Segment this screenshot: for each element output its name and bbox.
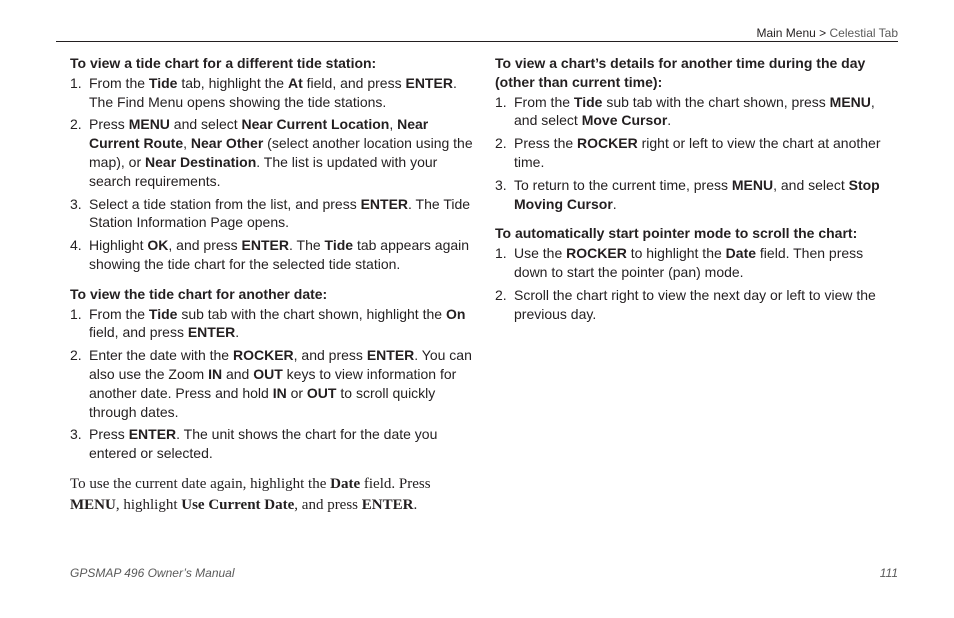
text-run: . The Find Menu opens showing the tide stations.	[89, 74, 457, 110]
section-heading: To view a tide chart for a different tide station:	[70, 55, 377, 71]
text-run: From the	[514, 93, 574, 110]
key-term: Date	[725, 245, 757, 262]
steps-list	[495, 93, 900, 214]
breadcrumb-main: Main Menu	[756, 26, 816, 40]
text-run: field, and press	[89, 324, 188, 341]
text-run: field. Press	[360, 475, 431, 492]
text-run: .	[612, 195, 617, 212]
key-term: ENTER	[241, 237, 289, 254]
text-run: Select a tide station from the list, and press	[89, 195, 361, 212]
text-run: , and press	[168, 237, 242, 254]
text-run: Press	[89, 426, 129, 443]
key-term: Tide	[148, 74, 178, 91]
text-run: Highlight	[89, 237, 148, 254]
key-term: ENTER	[128, 426, 177, 443]
steps-list	[495, 244, 900, 323]
section-heading: To automatically start pointer mode to scroll the chart:	[495, 225, 858, 242]
step-number: 2.	[495, 286, 507, 303]
text-run: To return to the current time, press	[514, 176, 732, 193]
list-item	[495, 93, 900, 131]
key-term: Near Current Location	[241, 116, 390, 133]
section-heading: To view a chart’s details for another time during the day (other than current time):	[495, 55, 866, 90]
section-heading: To view the tide chart for another date:	[70, 285, 328, 302]
key-term: MENU	[128, 116, 170, 133]
text-run: .	[413, 496, 418, 513]
list-item	[70, 115, 474, 190]
text-run: , and select	[773, 176, 849, 193]
key-term: ENTER	[361, 496, 414, 513]
breadcrumb	[756, 26, 898, 40]
list-item	[70, 425, 474, 463]
key-term: ENTER	[366, 347, 415, 364]
step-number: 1.	[495, 245, 507, 262]
text-run: From the	[89, 74, 149, 91]
key-term: Tide	[148, 305, 178, 322]
text-run: tab, highlight the	[177, 74, 288, 91]
key-term: IN	[272, 384, 287, 401]
text-run: , highlight	[115, 496, 182, 513]
key-term: ENTER	[360, 195, 409, 212]
key-term: MENU	[829, 93, 871, 110]
key-term: At	[287, 74, 303, 91]
breadcrumb-current: Celestial Tab	[829, 26, 898, 40]
list-item	[70, 74, 474, 112]
key-term: Tide	[324, 237, 354, 254]
breadcrumb-separator: >	[815, 26, 830, 40]
text-run: . You can also use the Zoom	[89, 347, 472, 382]
text-run: , and select	[514, 93, 875, 129]
step-number: 2.	[70, 116, 82, 133]
text-run: ,	[183, 135, 191, 152]
step-number: 3.	[70, 195, 82, 212]
text-run: and select	[169, 116, 242, 133]
section-tide-station	[70, 54, 474, 274]
list-item	[70, 346, 474, 421]
text-run: Use the	[514, 245, 567, 262]
text-run: .	[667, 112, 672, 129]
footer-manual-title: GPSMAP 496 Owner’s Manual	[70, 566, 235, 580]
key-term: OUT	[306, 384, 337, 401]
key-term: Move Cursor	[581, 112, 668, 129]
header-rule	[56, 41, 898, 42]
text-run: (select another location using the map), or	[89, 135, 473, 170]
key-term: OK	[147, 237, 169, 254]
list-item	[495, 176, 900, 214]
step-number: 1.	[495, 93, 507, 110]
text-run: . The list is updated with your search requirements.	[89, 153, 438, 189]
key-term: Near Destination	[145, 153, 257, 170]
section-pointer-mode	[495, 224, 900, 323]
key-term: Stop Moving Cursor	[514, 176, 880, 212]
step-number: 2.	[495, 135, 507, 152]
text-run: keys to view information for another date. Press and hold	[89, 365, 457, 401]
key-term: ROCKER	[232, 347, 294, 364]
key-term: Near Other	[190, 135, 264, 152]
key-term: ROCKER	[566, 245, 627, 262]
text-run: . The	[288, 237, 325, 254]
key-term: ROCKER	[577, 135, 638, 152]
step-number: 1.	[70, 305, 82, 322]
key-term: ENTER	[405, 74, 453, 91]
steps-list	[70, 305, 474, 463]
text-run: Press	[89, 116, 129, 133]
text-run: sub tab with the chart shown, highlight the	[177, 305, 446, 322]
text-run: . The Tide Station Information Page opens.	[89, 195, 471, 231]
section-another-time	[495, 54, 900, 213]
step-number: 1.	[70, 74, 82, 91]
text-run: field. Then press down to start the pointer (pan) mode.	[514, 245, 864, 280]
key-term: Tide	[573, 93, 603, 110]
step-number: 2.	[70, 347, 82, 364]
text-run: to scroll quickly through dates.	[89, 384, 436, 420]
right-column	[495, 54, 900, 334]
text-run: To use the current date again, highlight the	[70, 475, 331, 492]
text-run: to highlight the	[626, 245, 726, 262]
key-term: MENU	[731, 176, 774, 193]
text-run: .	[235, 324, 240, 341]
text-run: right or left to view the chart at another time.	[514, 135, 881, 170]
list-item	[495, 286, 900, 324]
text-run: sub tab with the chart shown, press	[602, 93, 830, 110]
key-term: MENU	[70, 496, 116, 513]
text-run: field, and press	[302, 74, 406, 91]
text-run: Enter the date with the	[89, 347, 233, 364]
step-number: 4.	[70, 237, 82, 254]
list-item	[70, 236, 474, 274]
page-number: 111	[879, 566, 898, 580]
steps-list	[70, 74, 474, 274]
key-term: On	[445, 305, 466, 322]
list-item	[70, 195, 474, 233]
text-run: and	[222, 365, 254, 382]
text-run: , and press	[293, 347, 367, 364]
section-another-date	[70, 285, 474, 463]
text-run: tab appears again showing the tide chart for the selected tide station.	[89, 237, 470, 272]
text-run: Press the	[514, 135, 578, 152]
key-term: IN	[208, 365, 223, 382]
key-term: ENTER	[187, 324, 236, 341]
list-item	[495, 134, 900, 172]
text-run: From the	[89, 305, 149, 322]
list-item	[495, 244, 900, 282]
note-paragraph	[70, 474, 474, 516]
step-number: 3.	[495, 176, 507, 193]
text-run: or	[286, 384, 307, 401]
left-column	[70, 54, 474, 516]
key-term: Date	[330, 475, 361, 492]
text-run: ,	[389, 116, 398, 133]
text-run: Scroll the chart right to view the next day or left to view the previous day.	[514, 286, 876, 322]
step-number: 3.	[70, 426, 82, 443]
key-term: Near Current Route	[89, 116, 429, 152]
text-run: , and press	[294, 496, 362, 513]
list-item	[70, 305, 474, 343]
key-term: OUT	[253, 365, 283, 382]
key-term: Use Current Date	[181, 496, 295, 513]
text-run: . The unit shows the chart for the date you entered or selected.	[89, 426, 438, 462]
